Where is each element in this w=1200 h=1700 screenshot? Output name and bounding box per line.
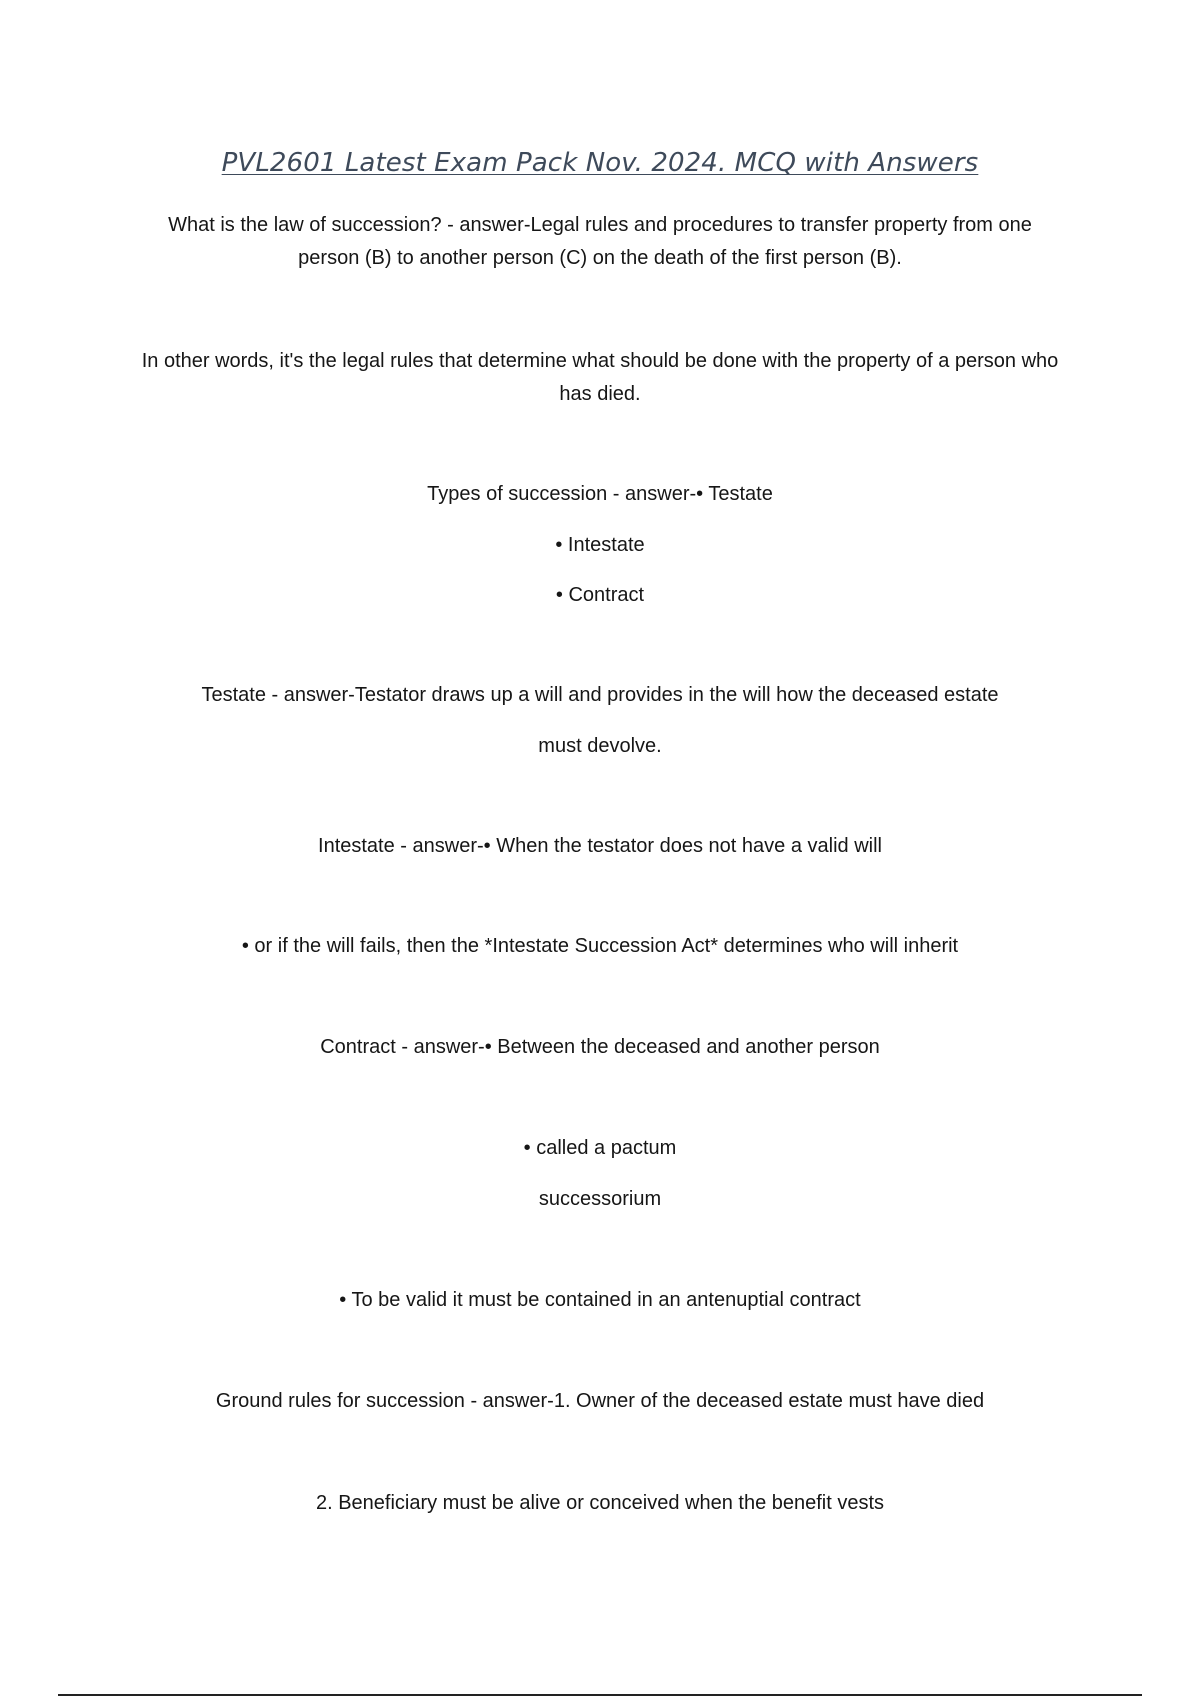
intestate-bullet: • Intestate — [555, 534, 645, 556]
ground-rules-line: Ground rules for succession - answer-1. Owner of the deceased estate must have died — [215, 1390, 985, 1412]
pactum-continuation: successorium — [538, 1188, 662, 1210]
contract-answer-line: Contract - answer-• Between the deceased and another person — [320, 1036, 880, 1058]
will-fails-bullet: • or if the will fails, then the *Intestate Succession Act* determines who will inherit — [241, 935, 959, 957]
testate-answer-continuation: must devolve. — [538, 735, 662, 757]
contract-bullet: • Contract — [555, 584, 645, 606]
beneficiary-line: 2. Beneficiary must be alive or conceived when the benefit vests — [315, 1492, 885, 1514]
antenuptial-bullet: • To be valid it must be contained in an antenuptial contract — [339, 1289, 861, 1311]
intestate-answer-line: Intestate - answer-• When the testator does not have a valid will — [318, 835, 882, 857]
pactum-bullet: • called a pactum — [523, 1137, 677, 1159]
other-words-paragraph: In other words, it's the legal rules that determine what should be done with the property of a person who has died. — [141, 350, 1059, 405]
law-of-succession-paragraph: What is the law of succession? - answer-Legal rules and procedures to transfer property from one person (B) to another person (C) on the death of the first person (B). — [168, 214, 1032, 269]
document-title: PVL2601 Latest Exam Pack Nov. 2024. MCQ with Answers — [221, 148, 979, 178]
testate-answer-line: Testate - answer-Testator draws up a will and provides in the will how the deceased estate — [201, 684, 999, 706]
footer-divider — [58, 1694, 1142, 1696]
types-of-succession-line: Types of succession - answer-• Testate — [427, 483, 773, 505]
